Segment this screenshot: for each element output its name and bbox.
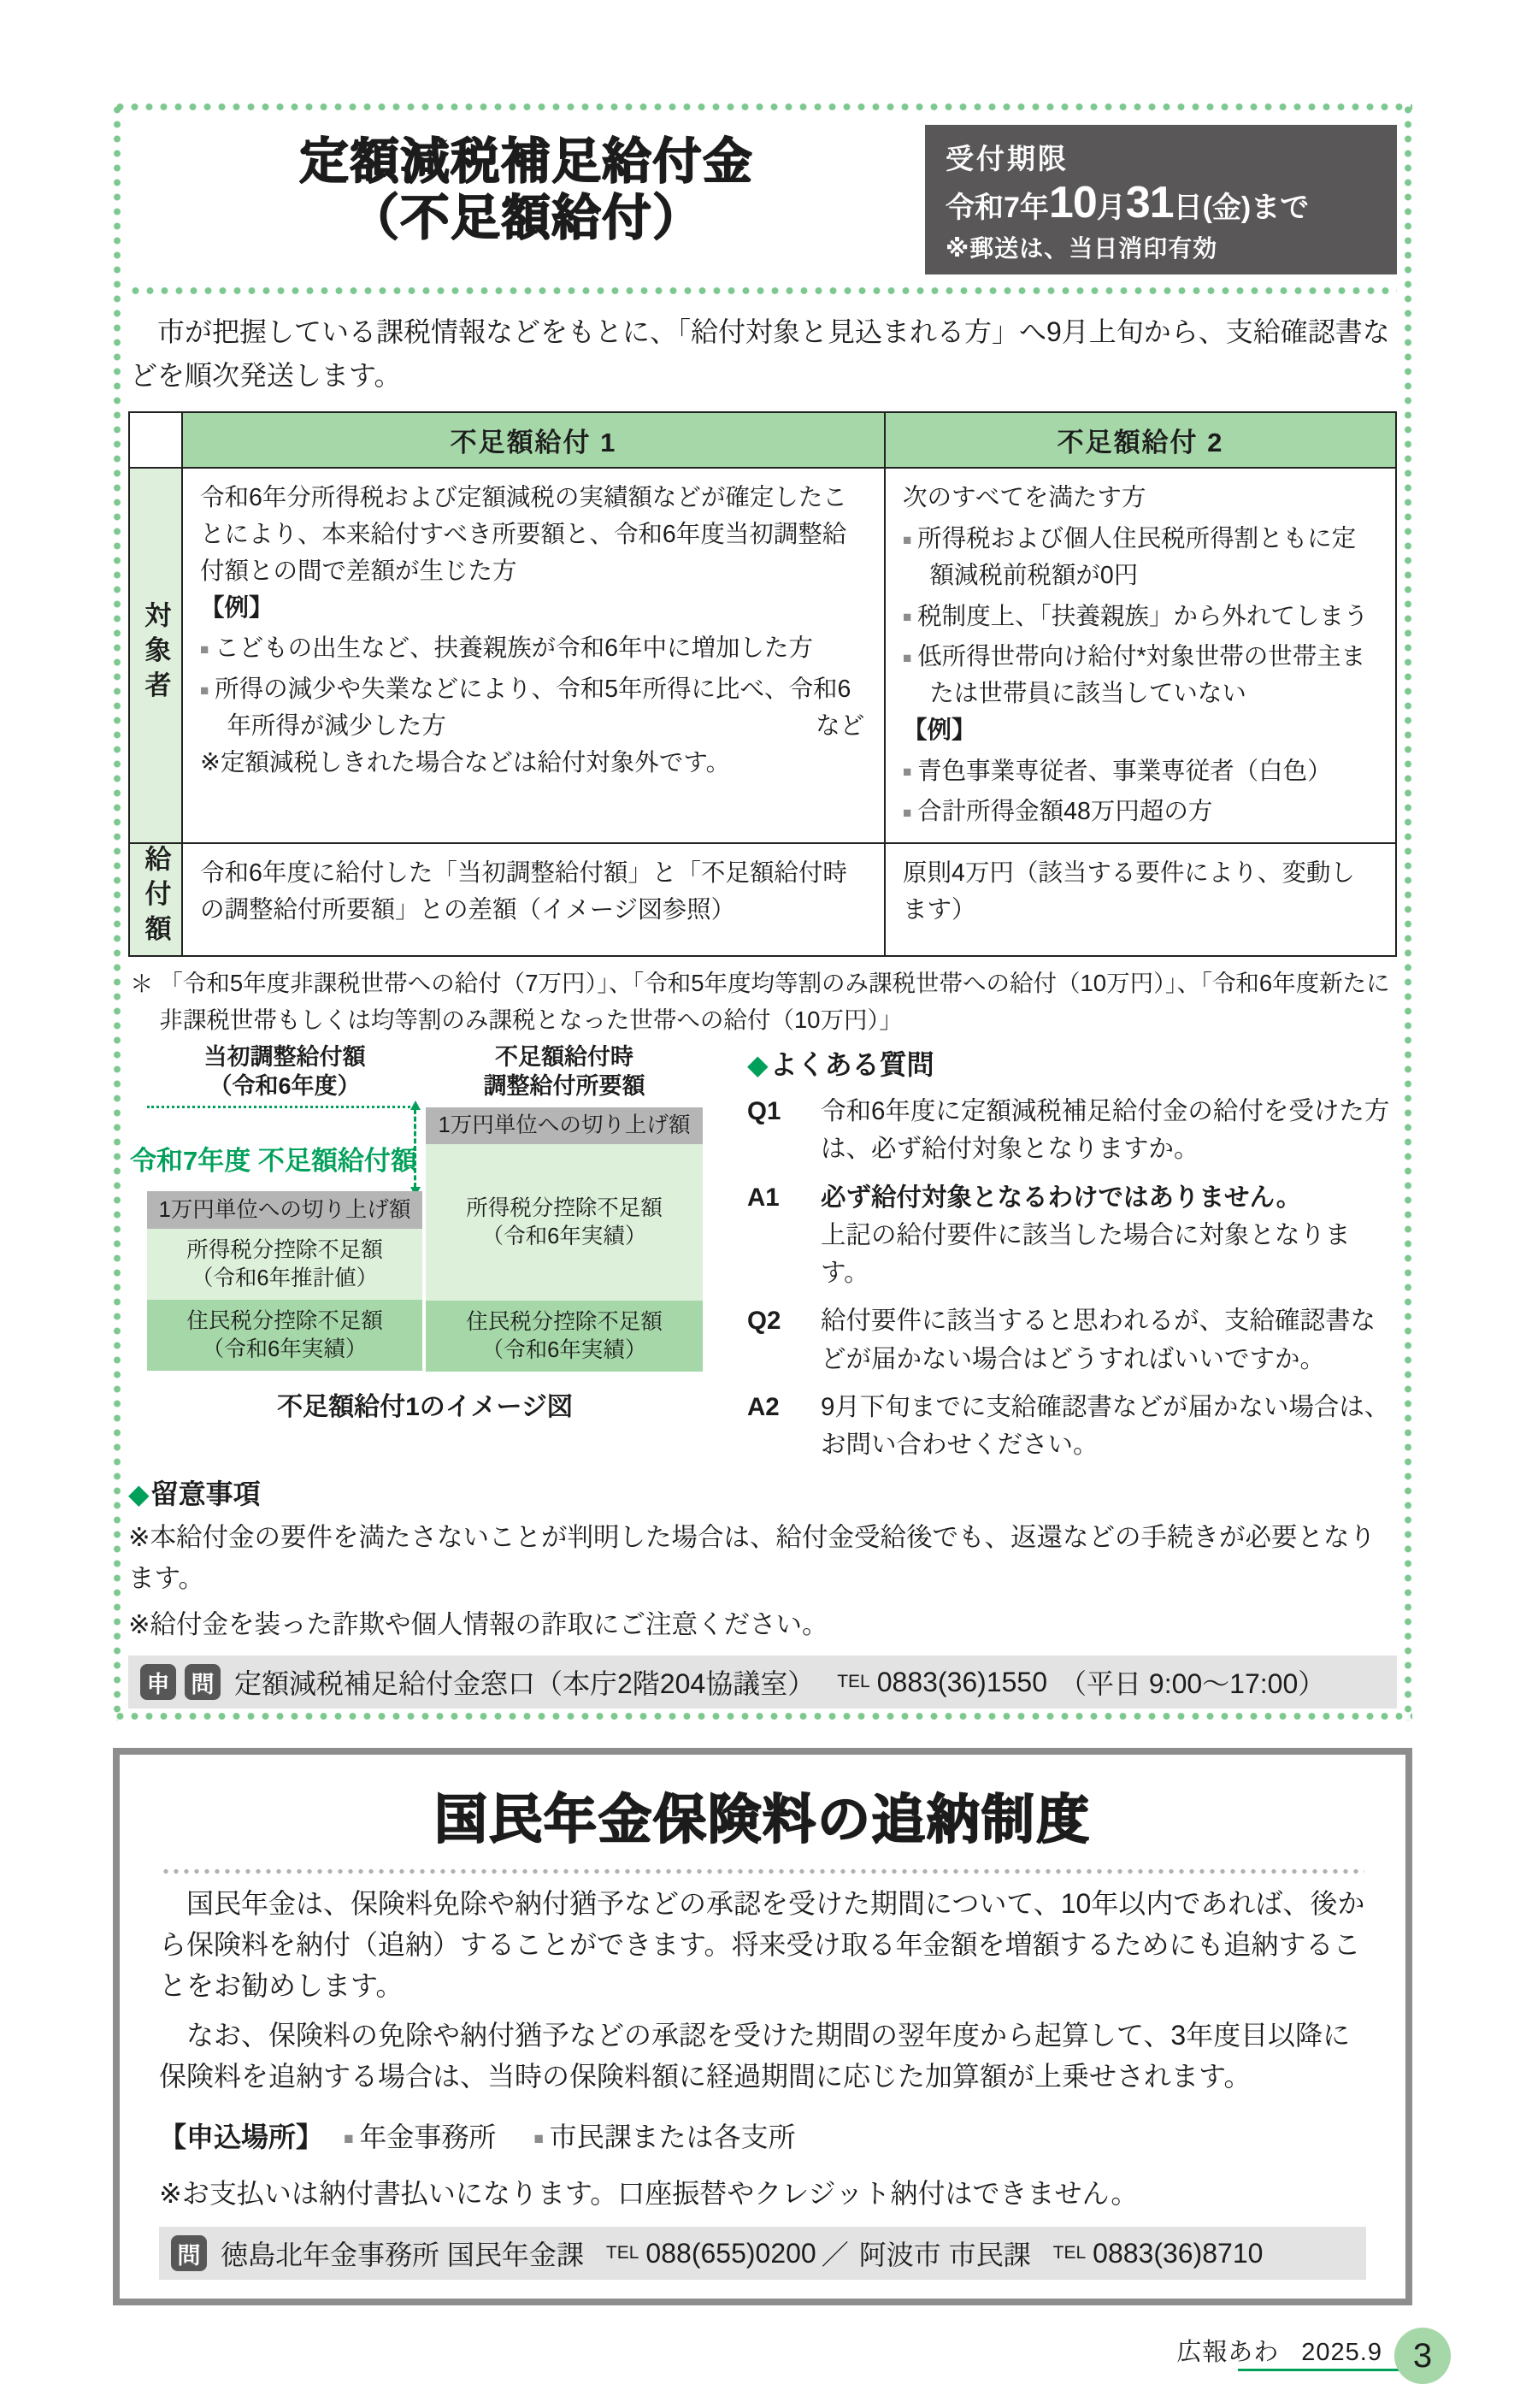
footnote-marker: ＊ bbox=[130, 970, 154, 997]
faq-heading: ◆ よくある質問 bbox=[747, 1049, 934, 1081]
faq-label: A1 bbox=[747, 1183, 780, 1212]
deadline-date bbox=[946, 177, 1378, 228]
benefit1-bullet: ■ 所得の減少や失業などにより、令和5年所得に比べ、令和6年所得が減少した方 など bbox=[200, 671, 867, 745]
diagram-box-resident-tax: 住民税分控除不足額 （令和6年実績） bbox=[426, 1301, 703, 1372]
benefit2-bullet: ■ 低所得世帯向け給付*対象世帯の世帯主または世帯員に該当していない bbox=[903, 639, 1378, 712]
deadline-note: ※郵送は、当日消印有効 bbox=[946, 235, 1218, 262]
intro-paragraph: 市が把握している課税情報などをもとに、「給付対象と見込まれる方」へ9月上旬から、支給確認書などを順次発送します。 bbox=[130, 316, 1390, 392]
pension-paragraph: 国民年金は、保険料免除や納付猶予などの承認を受けた期間について、10年以内であれば、後から保険料を納付（追納）することができます。将来受け取る年金額を増額するためにも追納することをお勧めします。 bbox=[159, 1888, 1365, 2002]
deadline-era: 令和7年 bbox=[946, 192, 1049, 224]
faq-item-a1: A1 必ず給付対象となるわけではありません。 上記の給付要件に該当した場合に対象となります。 bbox=[747, 1179, 1397, 1293]
page-footer bbox=[0, 2305, 1526, 2408]
cell-benefit2-eligibility bbox=[885, 468, 1396, 843]
benefit1-bullet: ■ こどもの出生など、扶養親族が令和6年中に増加した方 bbox=[200, 630, 867, 667]
issue-date: 2025.9 bbox=[1301, 2339, 1382, 2367]
deadline-day-unit: 日(金) bbox=[1173, 192, 1252, 224]
faq-item-q2: Q2 給付要件に該当すると思われるが、支給確認書などが届かない場合はどうすればいいですか。 bbox=[747, 1302, 1397, 1378]
publication-name: 広報あわ 2025.9 bbox=[1176, 2339, 1382, 2367]
row-label-taisho: 対象者 bbox=[129, 468, 182, 843]
benefit2-bullet: ■ 所得税および個人住民税所得割ともに定額減税前税額が0円 bbox=[903, 521, 1378, 594]
apply-location-item: ■ 市民課または各支所 bbox=[533, 2116, 795, 2155]
faq-label: A2 bbox=[747, 1392, 780, 1421]
faq-label: Q2 bbox=[747, 1307, 781, 1336]
deadline-heading: 受付期限 bbox=[946, 143, 1069, 174]
cell-benefit1-amount: 令和6年度に給付した「当初調整給付額」と「不足額給付時の調整給付所要額」との差額（イメージ図参照） bbox=[182, 843, 885, 956]
faq-item-a2: A2 9月下旬までに支給確認書などが届かない場合は、お問い合わせください。 bbox=[747, 1389, 1397, 1465]
contact-office: 徳島北年金事務所 国民年金課 bbox=[221, 2240, 584, 2271]
contact-phone: 0883(36)1550 bbox=[876, 1666, 1047, 1697]
benefit2-example-label: 【例】 bbox=[903, 716, 976, 744]
deadline-day: 31 bbox=[1125, 178, 1174, 227]
benefit-table bbox=[128, 411, 1397, 957]
cell-benefit2-amount: 原則4万円（該当する要件により、変動します） bbox=[885, 843, 1396, 956]
dotted-separator bbox=[128, 286, 1397, 295]
diagram-box-rounding: 1万円単位への切り上げ額 bbox=[147, 1191, 422, 1229]
diamond-icon: ◆ bbox=[747, 1049, 769, 1081]
apply-location-row bbox=[159, 2116, 1366, 2155]
table-row-eligibility bbox=[129, 468, 1396, 843]
apply-location-item: ■ 年金事務所 bbox=[344, 2116, 496, 2155]
deadline-suffix: まで bbox=[1251, 192, 1310, 224]
diagram-green-label: 令和7年度 不足額給付額 bbox=[130, 1146, 417, 1177]
deadline-box bbox=[925, 125, 1397, 274]
gray-dotted-separator bbox=[161, 1868, 1364, 1874]
row-label-kyufu: 給付額 bbox=[129, 843, 182, 956]
page-number-badge: 3 bbox=[1394, 2328, 1451, 2384]
benefit1-note: ※定額減税しきれた場合などは給付対象外です。 bbox=[200, 748, 731, 776]
benefit1-diagram bbox=[128, 1043, 727, 1464]
contact-phone: 088(655)0200 bbox=[645, 2237, 816, 2269]
apply-badge: 申 bbox=[140, 1664, 176, 1700]
contact-separator: ／ bbox=[821, 2240, 849, 2271]
notes-heading: ◆ 留意事項 bbox=[128, 1478, 261, 1510]
dotted-border-bottom bbox=[113, 1712, 1412, 1720]
pension-paragraph: なお、保険料の免除や納付猶予などの承認を受けた期間の翌年度から起算して、3年度目以降に保険料を追納する場合は、当時の保険料額に経過期間に応じた加算額が上乗せされます。 bbox=[159, 2020, 1351, 2092]
footnote-text: 「令和5年度非課税世帯への給付（7万円）」、「令和5年度均等割のみ課税世帯への給付（10万円）」、「令和6年度新たに非課税世帯もしくは均等割のみ課税となった世帯への給付（10万円）」 bbox=[159, 969, 1390, 1033]
title-line2: （不足額給付） bbox=[350, 191, 704, 246]
section1-title bbox=[128, 125, 925, 246]
title-line1: 定額減税補足給付金 bbox=[299, 134, 754, 189]
note-line: ※本給付金の要件を満たさないことが判明した場合は、給付金受給後でも、返還などの手続きが必要となります。 bbox=[128, 1523, 1376, 1593]
inquiry-badge: 問 bbox=[185, 1664, 221, 1700]
contact-hours: （平日 9:00～17:00） bbox=[1059, 1668, 1326, 1700]
table-corner-cell bbox=[129, 412, 182, 468]
contact-phone: 0883(36)8710 bbox=[1093, 2237, 1264, 2269]
benefit1-description: 令和6年分所得税および定額減税の実績額などが確定したことにより、本来給付すべき所要額と、令和6年度当初調整給付額との間で差額が生じた方 bbox=[200, 484, 847, 585]
diagram-and-faq bbox=[128, 1043, 1397, 1464]
table-row-amount bbox=[129, 843, 1396, 956]
contact-office: 定額減税補足給付金窓口（本庁2階204協議室） bbox=[234, 1668, 816, 1700]
diagram-left-stack bbox=[147, 1191, 422, 1371]
benefit2-example-bullet: ■ 青色事業専従者、事業専従者（白色） bbox=[903, 753, 1378, 790]
section-teigaku-benefit bbox=[113, 103, 1412, 1720]
contact-bar-benefit bbox=[128, 1656, 1397, 1709]
deadline-month-unit: 月 bbox=[1096, 192, 1126, 224]
table-header-benefit1: 不足額給付 1 bbox=[182, 412, 885, 468]
notes-block bbox=[128, 1473, 1397, 1645]
newsletter-page bbox=[0, 103, 1526, 2375]
diagram-right-header: 不足額給付時 調整給付所要額 bbox=[483, 1044, 645, 1099]
diagram-caption: 不足額給付1のイメージ図 bbox=[277, 1393, 573, 1422]
dotted-border-left bbox=[113, 103, 121, 1720]
diagram-box-income-tax: 所得税分控除不足額 （令和6年実績） bbox=[426, 1144, 703, 1301]
faq-block bbox=[747, 1043, 1397, 1464]
etc-label: など bbox=[816, 711, 865, 740]
diagram-box-income-tax: 所得税分控除不足額 （令和6年推計値） bbox=[147, 1229, 422, 1300]
section1-header bbox=[128, 125, 1397, 274]
tel-label: TEL bbox=[837, 1672, 870, 1692]
pension-title: 国民年金保険料の追納制度 bbox=[433, 1791, 1091, 1850]
benefit2-bullet: ■ 税制度上、「扶養親族」から外れてしまう bbox=[903, 599, 1378, 635]
cell-benefit1-eligibility bbox=[182, 468, 885, 843]
contact-bar-pension bbox=[159, 2227, 1366, 2280]
inquiry-badge: 問 bbox=[171, 2235, 207, 2271]
benefit1-example-label: 【例】 bbox=[200, 593, 274, 622]
table-header-benefit2: 不足額給付 2 bbox=[885, 412, 1396, 468]
deadline-month: 10 bbox=[1048, 178, 1097, 227]
diamond-icon: ◆ bbox=[128, 1478, 150, 1510]
diagram-body bbox=[128, 1101, 727, 1377]
diagram-headers bbox=[128, 1043, 727, 1100]
tel-label: TEL bbox=[1052, 2243, 1087, 2263]
dotted-border-top bbox=[113, 103, 1412, 111]
diagram-left-header: 当初調整給付額 （令和6年度） bbox=[203, 1044, 366, 1099]
table-footnote bbox=[130, 965, 1395, 1038]
benefit2-example-bullet: ■ 合計所得金額48万円超の方 bbox=[903, 794, 1378, 830]
apply-location-label: 【申込場所】 bbox=[159, 2122, 324, 2153]
table-header-row bbox=[129, 412, 1396, 468]
pension-note: ※お支払いは納付書払いになります。口座振替やクレジット納付はできません。 bbox=[159, 2178, 1139, 2210]
section-pension bbox=[113, 1748, 1412, 2305]
faq-label: Q1 bbox=[747, 1097, 781, 1126]
benefit2-description: 次のすべてを満たす方 bbox=[903, 484, 1146, 512]
diagram-box-rounding: 1万円単位への切り上げ額 bbox=[426, 1107, 703, 1144]
diagram-box-resident-tax: 住民税分控除不足額 （令和6年実績） bbox=[147, 1300, 422, 1371]
note-line: ※給付金を装った詐欺や個人情報の詐取にご注意ください。 bbox=[128, 1609, 828, 1639]
diagram-dotted-line bbox=[147, 1106, 415, 1108]
faq-item-q1: Q1 令和6年度に定額減税補足給付金の給付を受けた方は、必ず給付対象となりますか。 bbox=[747, 1093, 1397, 1169]
tel-label: TEL bbox=[605, 2243, 639, 2263]
diagram-right-stack bbox=[426, 1107, 703, 1372]
contact-office: 阿波市 市民課 bbox=[858, 2240, 1031, 2271]
dotted-border-right bbox=[1404, 103, 1412, 1720]
